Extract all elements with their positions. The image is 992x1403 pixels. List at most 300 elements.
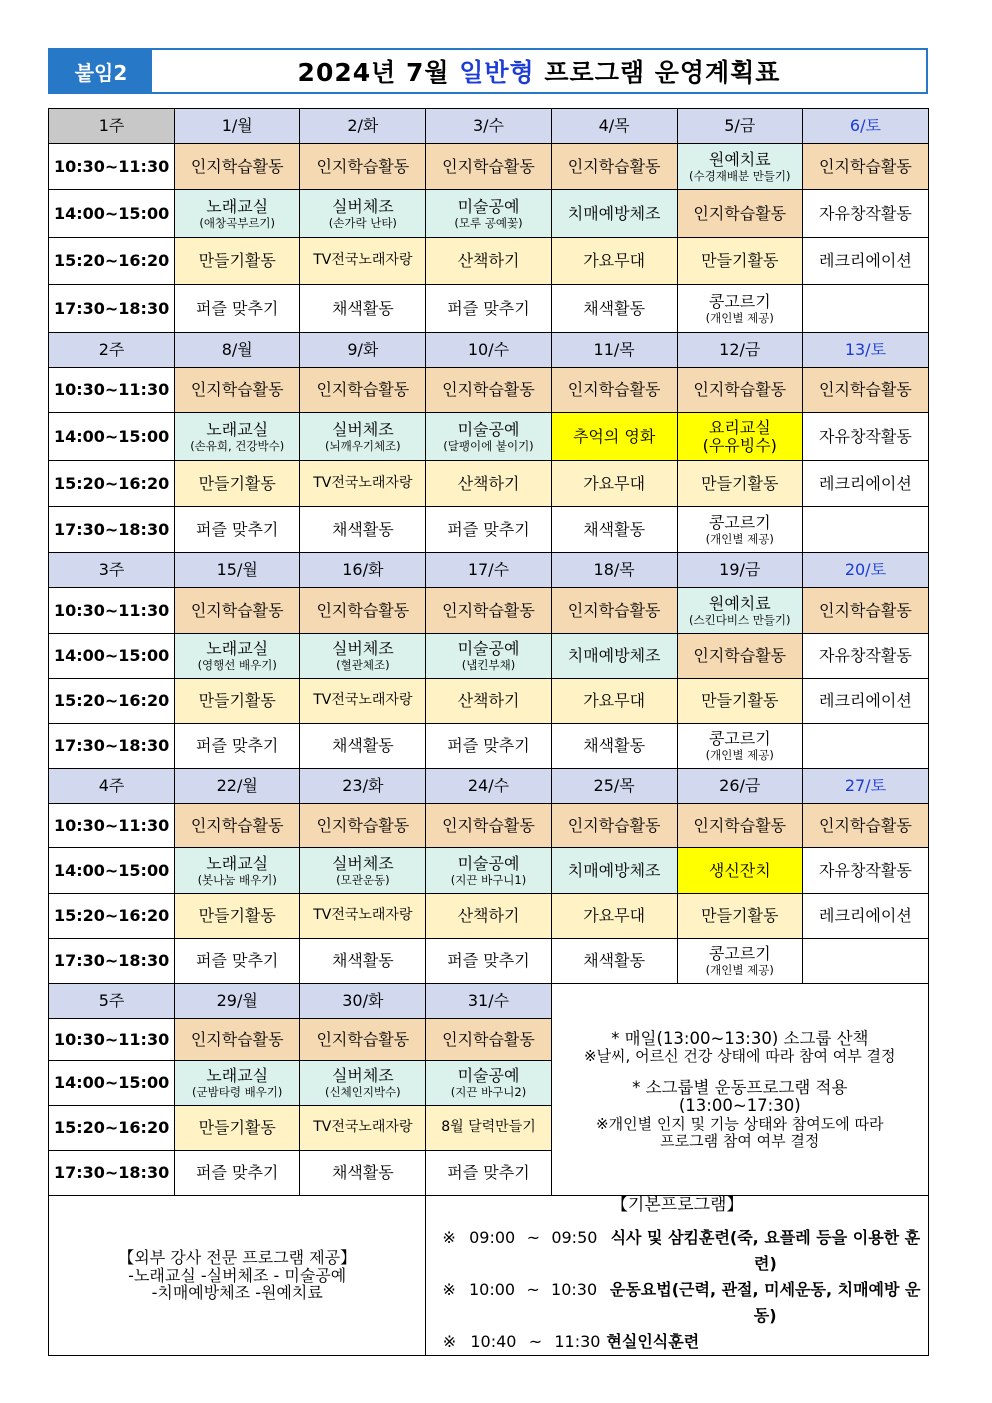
program-cell: [551, 368, 677, 413]
program-name: TV전국노래자랑: [313, 907, 413, 924]
program-cell: [677, 588, 802, 634]
time-row: [49, 634, 929, 679]
basic-item-desc: 식사 및 삼킴훈련(죽, 요플레 등을 이용한 훈련): [610, 1228, 921, 1274]
program-name: 미술공예: [457, 1066, 520, 1086]
day-header: 30/화: [300, 984, 426, 1019]
program-name: 인지학습활동: [442, 1029, 535, 1049]
week-label: 2주: [49, 333, 175, 368]
day-header: 26/금: [677, 769, 802, 804]
program-cell: [551, 679, 677, 724]
program-name: 자유창작활동: [819, 646, 912, 666]
time-slot: 15:20~16:20: [49, 1106, 175, 1151]
program-name: 레크리에이션: [819, 473, 912, 493]
basic-item-start: 10:00: [468, 1280, 516, 1300]
program-cell: [300, 724, 426, 769]
program-cell: [175, 848, 300, 894]
program-name: 치매예방체조: [567, 860, 661, 880]
program-cell: [677, 144, 802, 190]
program-name: 인지학습활동: [442, 156, 535, 176]
program-detail: (모루 공예꽃): [454, 215, 523, 230]
program-name: 만들기활동: [198, 473, 276, 493]
time-row: [49, 461, 929, 507]
program-cell: [551, 190, 677, 238]
program-name: 채색활동: [331, 951, 394, 971]
program-name: TV전국노래자랑: [313, 474, 413, 491]
program-name: 채색활동: [583, 951, 646, 971]
program-name: 인지학습활동: [567, 600, 661, 620]
time-row: [49, 144, 929, 190]
program-cell: [677, 894, 802, 939]
time-row: [49, 413, 929, 461]
program-name: 퍼즐 맞추기: [196, 1163, 279, 1183]
program-cell: [175, 1106, 300, 1151]
program-detail: (애창곡부르기): [199, 215, 276, 230]
program-name: 채색활동: [583, 736, 646, 756]
program-cell: [426, 939, 551, 984]
program-name: 퍼즐 맞추기: [196, 736, 279, 756]
program-name: 인지학습활동: [190, 600, 284, 620]
program-cell: [551, 634, 677, 679]
basic-programs: [426, 1196, 929, 1356]
program-cell: [426, 679, 551, 724]
program-name: 채색활동: [583, 519, 646, 539]
basic-item-start: 09:00: [469, 1228, 516, 1248]
week-label: 3주: [49, 553, 175, 588]
week-header-row: [49, 109, 929, 144]
basic-item-mark: ※: [442, 1332, 457, 1352]
program-name: 가요무대: [583, 906, 646, 926]
program-detail: (혈관체조): [336, 658, 390, 673]
day-header: 25/목: [551, 769, 677, 804]
program-name: 레크리에이션: [819, 691, 912, 711]
program-cell: [426, 1106, 551, 1151]
program-name: 만들기활동: [701, 906, 779, 926]
program-cell: [802, 144, 928, 190]
program-name: 인지학습활동: [190, 815, 284, 835]
title-highlight: 일반형: [459, 58, 535, 87]
program-name: 인지학습활동: [693, 203, 787, 223]
program-cell: [175, 190, 300, 238]
program-name: 채색활동: [331, 519, 394, 539]
program-name: 자유창작활동: [819, 203, 912, 223]
program-cell: [802, 804, 928, 848]
program-cell: [175, 285, 300, 333]
program-cell: [175, 1019, 300, 1061]
program-cell: [300, 413, 426, 461]
time-row: [49, 238, 929, 285]
week-label: 5주: [49, 984, 175, 1019]
program-cell: [300, 1151, 426, 1196]
program-detail: (손가락 난타): [328, 215, 397, 230]
program-cell: [300, 1061, 426, 1106]
program-cell: [300, 1106, 426, 1151]
time-slot: 15:20~16:20: [49, 461, 175, 507]
program-cell: [802, 848, 928, 894]
program-name: 채색활동: [331, 1163, 394, 1183]
program-name: 인지학습활동: [316, 380, 410, 400]
program-cell: [677, 285, 802, 333]
time-slot: 15:20~16:20: [49, 679, 175, 724]
program-name: 인지학습활동: [693, 815, 787, 835]
program-cell: [300, 1019, 426, 1061]
day-header: 3/수: [426, 109, 551, 144]
basic-item-end: 10:30: [551, 1280, 598, 1300]
footer-row: [49, 1196, 929, 1356]
program-name: 노래교실: [206, 639, 269, 659]
week-header-row: [49, 553, 929, 588]
note-line: 프로그램 참여 여부 결정: [660, 1131, 820, 1150]
day-header: 5/금: [677, 109, 802, 144]
program-name: 실버체조: [331, 853, 394, 873]
program-cell: [300, 894, 426, 939]
day-header: 17/수: [426, 553, 551, 588]
time-slot: 17:30~18:30: [49, 285, 175, 333]
time-row: [49, 804, 929, 848]
program-name: 산책하기: [457, 906, 520, 926]
program-detail: (모관운동): [336, 872, 390, 887]
week-label: 4주: [49, 769, 175, 804]
basic-item: [426, 1329, 928, 1355]
day-header: 1/월: [175, 109, 300, 144]
program-cell: [802, 461, 928, 507]
program-cell: [677, 679, 802, 724]
time-row: [49, 939, 929, 984]
program-cell: [426, 894, 551, 939]
basic-item-sep: ~: [526, 1228, 540, 1248]
day-header: 10/수: [426, 333, 551, 368]
day-header: 11/목: [551, 333, 677, 368]
day-header: 29/월: [175, 984, 300, 1019]
program-name: 가요무대: [583, 251, 646, 271]
program-name: 산책하기: [457, 473, 520, 493]
time-row: [49, 588, 929, 634]
program-cell: [175, 1151, 300, 1196]
program-name: 치매예방체조: [567, 203, 661, 223]
basic-item-end: 11:30: [554, 1332, 601, 1352]
program-cell: [175, 238, 300, 285]
program-name: 원예치료: [708, 593, 771, 613]
time-row: [49, 368, 929, 413]
program-name: 인지학습활동: [190, 1029, 284, 1049]
program-name: 퍼즐 맞추기: [196, 951, 279, 971]
program-name: 산책하기: [457, 691, 520, 711]
program-cell: [677, 413, 802, 461]
program-cell: [426, 804, 551, 848]
basic-item: [426, 1277, 928, 1329]
time-slot: 17:30~18:30: [49, 1151, 175, 1196]
program-cell: [175, 461, 300, 507]
program-cell: [802, 285, 928, 333]
program-cell: [551, 144, 677, 190]
program-name: 노래교실: [206, 1066, 269, 1086]
program-cell: [300, 804, 426, 848]
program-name: 인지학습활동: [442, 600, 535, 620]
program-cell: [175, 804, 300, 848]
program-cell: [300, 507, 426, 553]
time-slot: 17:30~18:30: [49, 724, 175, 769]
schedule-table: [48, 108, 929, 1356]
program-detail: (군밤타령 배우기): [192, 1085, 283, 1100]
program-cell: [175, 634, 300, 679]
program-name: 인지학습활동: [693, 380, 787, 400]
program-cell: [426, 238, 551, 285]
program-name: 자유창작활동: [819, 860, 912, 880]
program-cell: [551, 238, 677, 285]
time-slot: 10:30~11:30: [49, 1019, 175, 1061]
program-detail: (뇌깨우기체조): [325, 438, 401, 453]
program-name: 인지학습활동: [819, 600, 912, 620]
time-row: [49, 894, 929, 939]
program-detail: (지끈 바구니2): [450, 1085, 527, 1100]
program-cell: [175, 724, 300, 769]
program-cell: [551, 724, 677, 769]
time-slot: 10:30~11:30: [49, 144, 175, 190]
day-header: 22/월: [175, 769, 300, 804]
basic-item-end: 09:50: [551, 1228, 598, 1248]
day-header: 18/목: [551, 553, 677, 588]
program-cell: [426, 848, 551, 894]
program-cell: [551, 894, 677, 939]
program-name: 인지학습활동: [442, 815, 535, 835]
program-name: 콩고르기: [708, 291, 771, 311]
note-line: * 소그룹별 운동프로그램 적용: [632, 1077, 848, 1097]
time-slot: 17:30~18:30: [49, 507, 175, 553]
note-line: ※개인별 인지 및 기능 상태와 참여도에 따라: [596, 1114, 884, 1133]
program-cell: [677, 804, 802, 848]
program-name: 채색활동: [583, 298, 646, 318]
program-cell: [802, 507, 928, 553]
program-cell: [426, 1019, 551, 1061]
time-row: [49, 507, 929, 553]
program-cell: [677, 190, 802, 238]
program-cell: [175, 368, 300, 413]
time-slot: 15:20~16:20: [49, 238, 175, 285]
program-cell: [300, 634, 426, 679]
program-name: 콩고르기: [708, 944, 771, 964]
time-slot: 17:30~18:30: [49, 939, 175, 984]
program-detail: (달팽이에 붙이기): [443, 438, 534, 453]
program-name: 실버체조: [331, 1066, 394, 1086]
program-cell: [551, 588, 677, 634]
program-cell: [802, 413, 928, 461]
time-slot: 10:30~11:30: [49, 804, 175, 848]
time-row: [49, 848, 929, 894]
program-name: 인지학습활동: [316, 600, 410, 620]
program-name: 미술공예: [457, 196, 520, 216]
basic-item-desc: 운동요법(근력, 관절, 미세운동, 치매예방 운동): [609, 1280, 921, 1326]
program-name: 레크리에이션: [819, 906, 912, 926]
program-name: 인지학습활동: [567, 380, 661, 400]
program-name: 채색활동: [331, 736, 394, 756]
day-header: 31/수: [426, 984, 551, 1019]
note-line: ※날씨, 어르신 건강 상태에 따라 참여 여부 결정: [584, 1047, 896, 1066]
program-name: 레크리에이션: [819, 251, 912, 271]
time-row: [49, 679, 929, 724]
program-cell: [426, 413, 551, 461]
program-name: 실버체조: [331, 196, 394, 216]
program-name: 추억의 영화: [572, 426, 656, 446]
program-cell: [802, 368, 928, 413]
time-slot: 10:30~11:30: [49, 368, 175, 413]
program-cell: [802, 939, 928, 984]
program-cell: [677, 238, 802, 285]
basic-item-desc: 현실인식훈련: [606, 1332, 700, 1352]
program-cell: [426, 368, 551, 413]
program-detail: (개인별 제공): [705, 310, 774, 325]
program-name: 인지학습활동: [567, 815, 661, 835]
time-slot: 14:00~15:00: [49, 634, 175, 679]
program-name: 만들기활동: [198, 1118, 276, 1138]
day-header: 9/화: [300, 333, 426, 368]
external-line1: -노래교실 -실버체조 - 미술공예: [128, 1265, 347, 1285]
time-slot: 10:30~11:30: [49, 588, 175, 634]
program-cell: [426, 461, 551, 507]
program-name: (우유빙수): [702, 435, 777, 455]
notes-box: [551, 984, 928, 1196]
program-cell: [175, 413, 300, 461]
program-detail: (영행선 배우기): [197, 658, 277, 673]
program-name: 퍼즐 맞추기: [447, 951, 530, 971]
attachment-tag: 붙임2: [50, 50, 152, 92]
program-cell: [802, 634, 928, 679]
external-programs: [49, 1196, 426, 1356]
program-name: TV전국노래자랑: [313, 1119, 413, 1136]
time-row: [49, 190, 929, 238]
program-detail: (봇나눔 배우기): [197, 872, 277, 887]
external-line2: -치매예방체조 -원예치료: [151, 1283, 323, 1303]
day-header: 12/금: [677, 333, 802, 368]
program-name: 요리교실: [708, 417, 771, 437]
program-cell: [426, 144, 551, 190]
time-slot: 14:00~15:00: [49, 1061, 175, 1106]
program-cell: [175, 1061, 300, 1106]
program-cell: [426, 588, 551, 634]
program-cell: [300, 848, 426, 894]
day-header: 8/월: [175, 333, 300, 368]
program-name: 가요무대: [583, 473, 646, 493]
program-cell: [300, 461, 426, 507]
program-cell: [802, 238, 928, 285]
page-title: 2024년 7월 일반형 프로그램 운영계획표: [152, 50, 926, 92]
program-cell: [802, 724, 928, 769]
program-detail: (개인별 제공): [705, 748, 774, 763]
day-header: 27/토: [802, 769, 928, 804]
program-cell: [551, 804, 677, 848]
time-slot: 14:00~15:00: [49, 413, 175, 461]
program-name: 노래교실: [206, 419, 269, 439]
program-name: 노래교실: [206, 196, 269, 216]
program-name: 미술공예: [457, 853, 520, 873]
basic-item-start: 10:40: [470, 1332, 517, 1352]
document-header: [48, 48, 928, 94]
program-cell: [300, 588, 426, 634]
program-cell: [551, 507, 677, 553]
program-name: 만들기활동: [701, 251, 779, 271]
program-name: 퍼즐 맞추기: [196, 519, 279, 539]
program-name: 콩고르기: [708, 729, 771, 749]
program-cell: [175, 507, 300, 553]
program-name: TV전국노래자랑: [313, 692, 413, 709]
basic-item: [426, 1225, 928, 1277]
program-detail: (냅킨부채): [461, 658, 516, 673]
program-name: 인지학습활동: [819, 380, 912, 400]
program-cell: [802, 679, 928, 724]
basic-item-sep: ~: [528, 1332, 543, 1352]
program-cell: [677, 368, 802, 413]
program-cell: [551, 939, 677, 984]
program-detail: (개인별 제공): [705, 963, 774, 978]
program-name: 만들기활동: [198, 251, 276, 271]
program-name: TV전국노래자랑: [313, 252, 413, 269]
program-detail: (지끈 바구니1): [450, 872, 527, 887]
program-cell: [677, 939, 802, 984]
program-name: 인지학습활동: [316, 815, 410, 835]
basic-item-sep: ~: [526, 1280, 540, 1300]
program-cell: [300, 238, 426, 285]
program-name: 만들기활동: [198, 906, 276, 926]
program-name: 인지학습활동: [316, 1029, 410, 1049]
program-name: 퍼즐 맞추기: [196, 298, 279, 318]
program-cell: [677, 461, 802, 507]
day-header: 24/수: [426, 769, 551, 804]
time-slot: 14:00~15:00: [49, 848, 175, 894]
day-header: 6/토: [802, 109, 928, 144]
week-header-row: [49, 333, 929, 368]
program-detail: (수경재배분 만들기): [689, 168, 791, 183]
basic-title: 【기본프로그램】: [610, 1195, 744, 1215]
day-header: 20/토: [802, 553, 928, 588]
day-header: 13/토: [802, 333, 928, 368]
program-name: 실버체조: [331, 639, 394, 659]
program-name: 실버체조: [331, 419, 394, 439]
program-name: 퍼즐 맞추기: [447, 736, 530, 756]
program-cell: [551, 285, 677, 333]
program-name: 만들기활동: [198, 691, 276, 711]
note-line: (13:00~17:30): [678, 1096, 801, 1116]
program-cell: [300, 285, 426, 333]
program-name: 노래교실: [206, 853, 269, 873]
program-cell: [175, 588, 300, 634]
program-name: 콩고르기: [708, 512, 771, 532]
program-detail: (손유희, 건강박수): [190, 438, 285, 453]
day-header: 16/화: [300, 553, 426, 588]
week-header-row: [49, 984, 929, 1019]
program-name: 가요무대: [583, 691, 646, 711]
time-slot: 15:20~16:20: [49, 894, 175, 939]
day-header: 15/월: [175, 553, 300, 588]
program-name: 퍼즐 맞추기: [447, 519, 530, 539]
program-cell: [551, 848, 677, 894]
program-name: 인지학습활동: [819, 815, 912, 835]
program-detail: (신체인지박수): [325, 1085, 401, 1100]
program-cell: [175, 939, 300, 984]
program-cell: [175, 894, 300, 939]
program-name: 미술공예: [457, 639, 520, 659]
program-cell: [426, 507, 551, 553]
program-cell: [677, 634, 802, 679]
program-cell: [300, 190, 426, 238]
program-name: 인지학습활동: [316, 156, 410, 176]
day-header: 19/금: [677, 553, 802, 588]
program-cell: [802, 588, 928, 634]
program-cell: [175, 144, 300, 190]
program-name: 인지학습활동: [190, 156, 284, 176]
program-cell: [300, 368, 426, 413]
program-name: 8월 달력만들기: [441, 1119, 536, 1136]
program-cell: [300, 679, 426, 724]
day-header: 2/화: [300, 109, 426, 144]
program-cell: [426, 1061, 551, 1106]
